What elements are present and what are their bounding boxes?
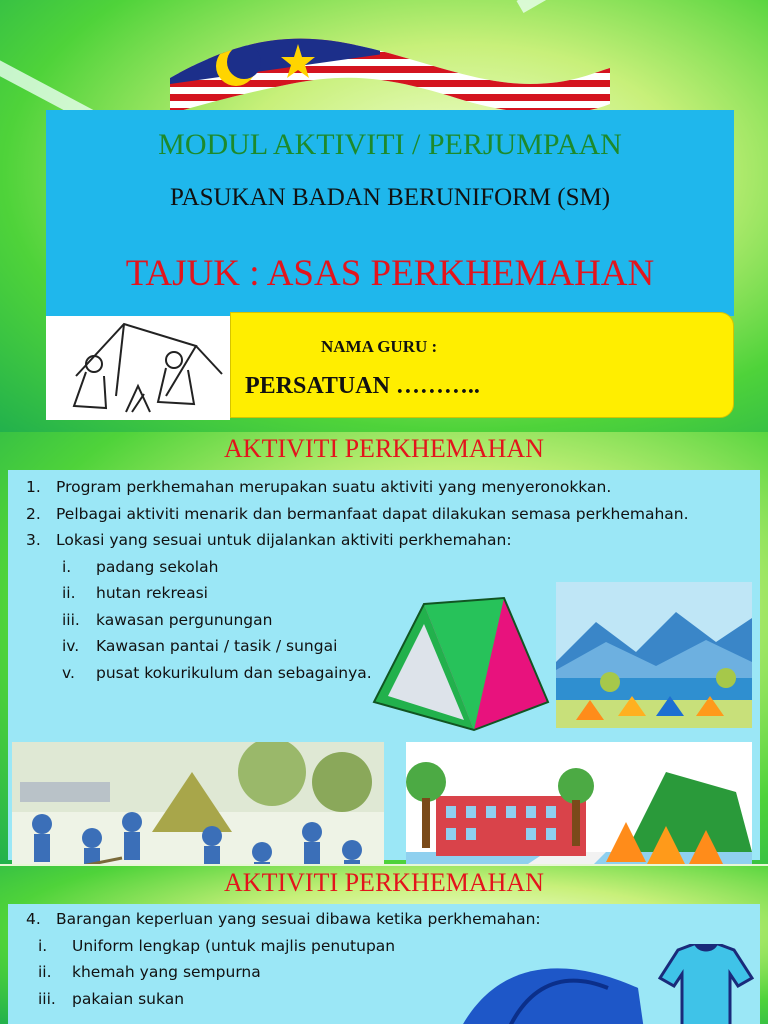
sub-list-item: iii. pakaian sukan (38, 989, 185, 1008)
unit-title: PASUKAN BADAN BERUNIFORM (SM) (169, 184, 611, 211)
slide-heading: AKTIVITI PERKHEMAHAN (224, 434, 544, 463)
sub-list-item: i. Uniform lengkap (untuk majlis penutupan (38, 936, 396, 955)
sub-list-item: i. padang sekolah (62, 557, 219, 576)
association-label: PERSATUAN ……….. (245, 373, 480, 399)
sub-list-item: ii. hutan rekreasi (62, 584, 208, 602)
list-item: 2. Pelbagai aktiviti menarik dan bermanfaat dapat dilakukan semasa perkhemahan. (26, 504, 689, 523)
module-title: MODUL AKTIVITI / PERJUMPAAN (158, 128, 622, 161)
slide-heading: AKTIVITI PERKHEMAHAN (224, 868, 544, 897)
title-panel (46, 110, 734, 316)
sub-list-item: iii. kawasan pergunungan (62, 610, 273, 629)
sub-list-item: iv. Kawasan pantai / tasik / sungai (62, 637, 338, 655)
malaysia-flag-image (170, 24, 610, 120)
content-panel (8, 904, 760, 1024)
teacher-name-label: NAMA GURU : (321, 337, 438, 356)
teacher-info-panel (230, 312, 734, 418)
decorative-stripe (517, 0, 768, 13)
tshirt-image (658, 944, 754, 1024)
activity-slide-2 (0, 866, 768, 1024)
cover-slide (0, 0, 768, 432)
scouts-activity-image (12, 742, 384, 864)
camping-sketch-image (46, 316, 230, 420)
tent-image (364, 584, 550, 736)
blue-tent-image (438, 948, 648, 1024)
list-item: 3. Lokasi yang sesuai untuk dijalankan aktiviti perkhemahan: (26, 531, 512, 549)
school-camp-image (406, 742, 752, 864)
sub-list-item: v. pusat kokurikulum dan sebagainya. (62, 663, 372, 682)
topic-title: TAJUK : ASAS PERKHEMAHAN (125, 253, 655, 294)
content-panel (8, 470, 760, 860)
list-item: 1. Program perkhemahan merupakan suatu aktiviti yang menyeronokkan. (26, 478, 612, 496)
list-item: 4. Barangan keperluan yang sesuai dibawa ketika perkhemahan: (26, 910, 541, 928)
sub-list-item: ii. khemah yang sempurna (38, 963, 261, 981)
lakeside-camp-image (556, 582, 752, 728)
activity-slide-1 (0, 432, 768, 864)
